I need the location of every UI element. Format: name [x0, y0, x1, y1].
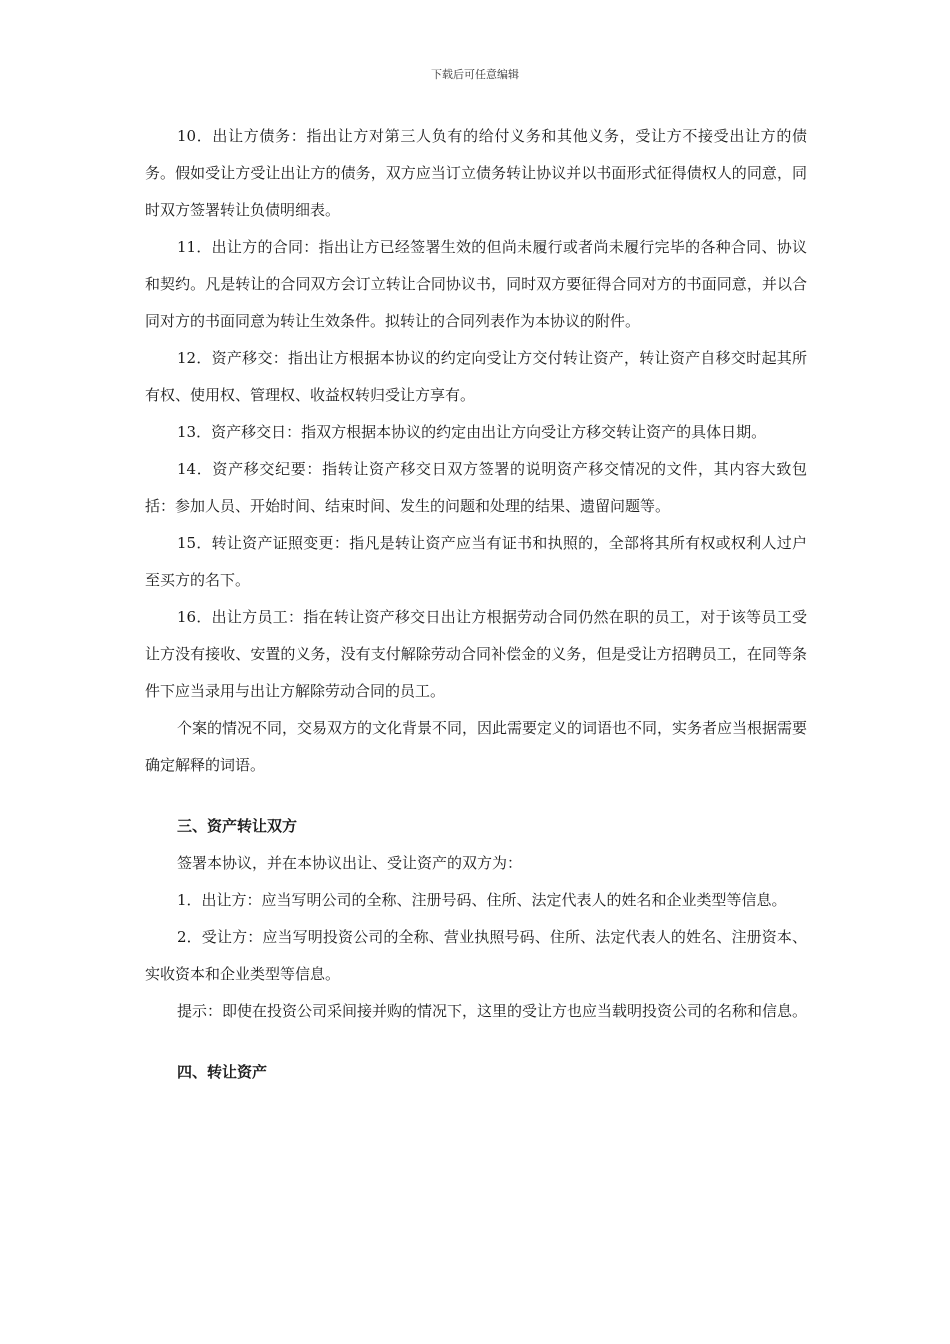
paragraph-note: 个案的情况不同，交易双方的文化背景不同，因此需要定义的词语也不同，实务者应当根据需要确定解释的词语。: [145, 719, 808, 774]
paragraph-item-16: 16．出让方员工：指在转让资产移交日出让方根据劳动合同仍然在职的员工，对于该等员工受让方没有接收、安置的义务，没有支付解除劳动合同补偿金的义务，但是受让方招聘员工，在同等条件下应当录用与出让方解除劳动合同的员工。: [145, 608, 807, 700]
paragraph-item-10: 10．出让方债务：指出让方对第三人负有的给付义务和其他义务，受让方不接受出让方的债务。假如受让方受让出让方的债务，双方应当订立债务转让协议并以书面形式征得债权人的同意，同时双方签署转让负债明细表。: [145, 127, 807, 219]
paragraph-item-14: 14．资产移交纪要：指转让资产移交日双方签署的说明资产移交情况的文件，其内容大致包括：参加人员、开始时间、结束时间、发生的问题和处理的结果、遗留问题等。: [145, 460, 807, 515]
section-3-heading: 三、资产转让双方: [177, 817, 298, 835]
paragraph-item-15: 15．转让资产证照变更：指凡是转让资产应当有证书和执照的，全部将其所有权或权利人过户至买方的名下。: [145, 534, 807, 589]
paragraph-item-12: 12．资产移交：指出让方根据本协议的约定向受让方交付转让资产，转让资产自移交时起其所有权、使用权、管理权、收益权转归受让方享有。: [145, 349, 807, 404]
paragraph-item-11: 11．出让方的合同：指出让方已经签署生效的但尚未履行或者尚未履行完毕的各种合同、协议和契约。凡是转让的合同双方会订立转让合同协议书，同时双方要征得合同对方的书面同意，并以合同对方的书面同意为转让生效条件。拟转让的合同列表作为本协议的附件。: [145, 238, 807, 330]
section-gap: [145, 784, 807, 808]
section-4-heading: 四、转让资产: [177, 1063, 268, 1081]
paragraph-item-13: 13．资产移交日：指双方根据本协议的约定由出让方向受让方移交转让资产的具体日期。: [177, 423, 767, 441]
section-3-transferor: 1．出让方：应当写明公司的全称、注册号码、住所、法定代表人的姓名和企业类型等信息。: [177, 891, 787, 909]
section-3-tip: 提示：即使在投资公司采间接并购的情况下，这里的受让方也应当载明投资公司的名称和信息。: [177, 1002, 808, 1020]
section-gap: [145, 1030, 807, 1054]
section-3-transferee: 2．受让方：应当写明投资公司的全称、营业执照号码、住所、法定代表人的姓名、注册资本、实收资本和企业类型等信息。: [145, 928, 807, 983]
page-header: 下载后可任意编辑: [431, 68, 519, 81]
document-body: [145, 118, 807, 1091]
section-3-intro: 签署本协议，并在本协议出让、受让资产的双方为：: [177, 854, 523, 872]
